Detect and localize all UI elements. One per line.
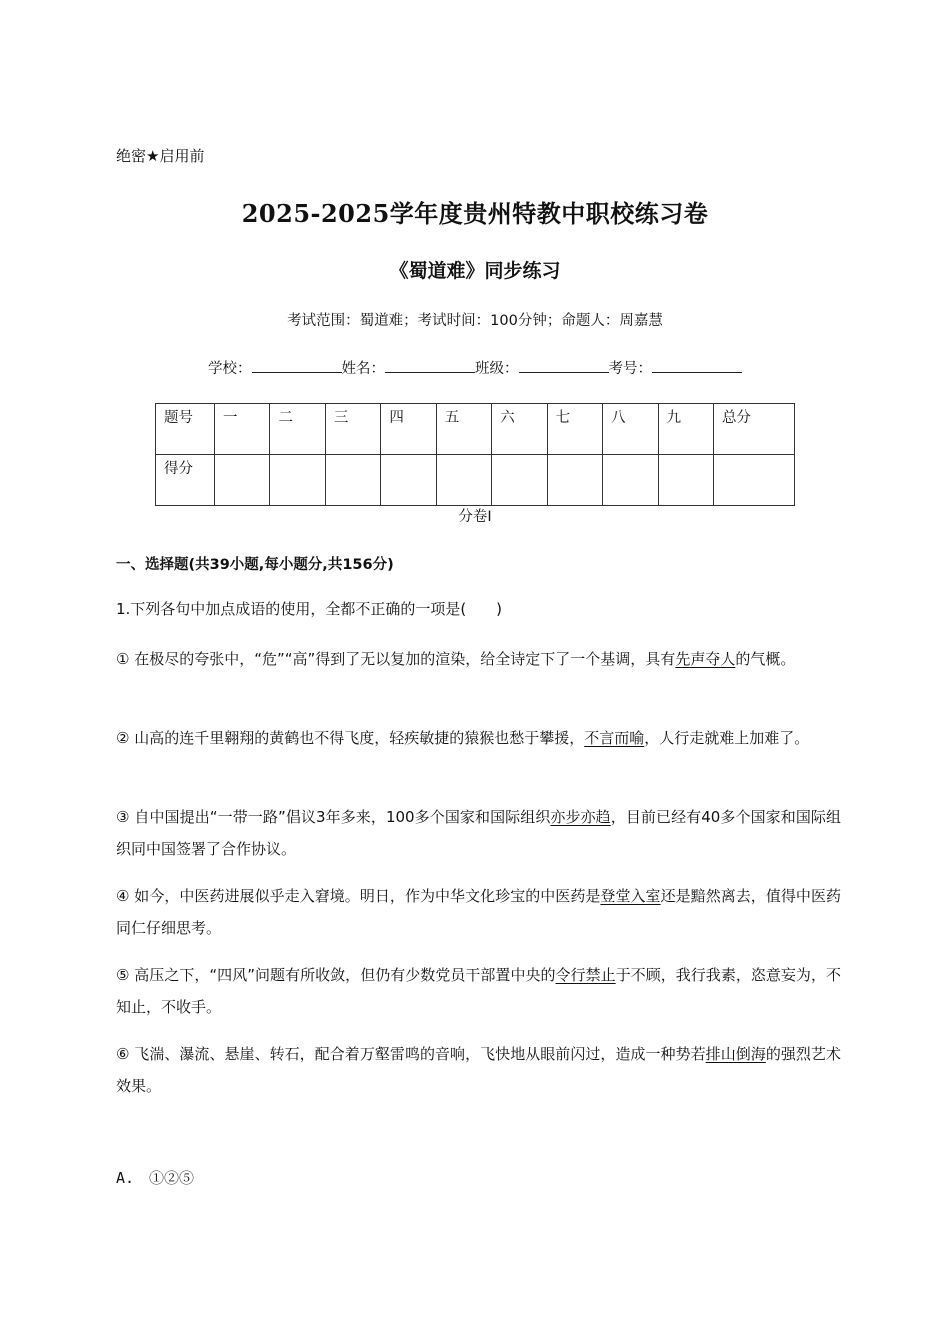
item-text: 于不顾，我行我素，恣意妄为，不知止，不收手。 bbox=[116, 966, 841, 1016]
header-cell: 七 bbox=[547, 404, 602, 455]
header-cell: 八 bbox=[603, 404, 658, 455]
score-cell[interactable] bbox=[270, 455, 325, 506]
header-cell: 总分 bbox=[713, 404, 794, 455]
name-blank[interactable] bbox=[385, 358, 475, 373]
score-table bbox=[155, 403, 795, 506]
question-item bbox=[116, 1038, 841, 1102]
number-blank[interactable] bbox=[652, 358, 742, 373]
item-text: ② 山高的连千里翱翔的黄鹤也不得飞度，轻疾敏捷的猿猴也愁于攀援， bbox=[116, 729, 585, 747]
score-cell[interactable] bbox=[713, 455, 794, 506]
school-blank[interactable] bbox=[252, 358, 342, 373]
paper-title: 2025-2025学年度贵州特教中职校练习卷 bbox=[241, 199, 709, 228]
number-label: 考号： bbox=[608, 361, 652, 377]
header-cell: 四 bbox=[381, 404, 436, 455]
class-blank[interactable] bbox=[519, 358, 609, 373]
paper-subtitle: 《蜀道难》同步练习 bbox=[389, 260, 561, 282]
header-cell: 六 bbox=[492, 404, 547, 455]
question-item bbox=[116, 880, 841, 944]
header-cell: 二 bbox=[270, 404, 325, 455]
question-stem: 1.下列各句中加点成语的使用，全都不正确的一项是( ) bbox=[116, 600, 503, 618]
underlined-idiom: 先声夺人 bbox=[675, 650, 736, 668]
item-text: 还是黯然离去，值得中医药同仁仔细思考。 bbox=[116, 887, 841, 937]
school-label: 学校： bbox=[208, 361, 252, 377]
class-label: 班级： bbox=[475, 361, 519, 377]
item-text: 的强烈艺术效果。 bbox=[116, 1045, 841, 1095]
student-info-fields bbox=[0, 357, 950, 378]
score-cell[interactable] bbox=[436, 455, 491, 506]
header-cell: 三 bbox=[325, 404, 380, 455]
question-item bbox=[116, 643, 841, 675]
score-cell[interactable] bbox=[603, 455, 658, 506]
section-heading: 一、选择题(共39小题,每小题分,共156分) bbox=[116, 557, 394, 573]
item-text: ，人行走就难上加难了。 bbox=[644, 729, 810, 747]
item-text: ③ 自中国提出“一带一路”倡议3年多来，100多个国家和国际组织 bbox=[116, 808, 551, 826]
score-cell[interactable] bbox=[547, 455, 602, 506]
underlined-idiom: 排山倒海 bbox=[705, 1045, 766, 1063]
underlined-idiom: 登堂入室 bbox=[600, 887, 661, 905]
item-text: ⑤ 高压之下，“四风”问题有所收敛，但仍有少数党员干部置中央的 bbox=[116, 966, 556, 984]
item-text: ① 在极尽的夸张中，“危”“高”得到了无以复加的渲染，给全诗定下了一个基调，具有 bbox=[116, 650, 676, 668]
exam-info: 考试范围：蜀道难；考试时间：100分钟；命题人：周嘉慧 bbox=[287, 313, 663, 329]
underlined-idiom: 不言而喻 bbox=[584, 729, 645, 747]
option-a[interactable]: A. ①②⑤ bbox=[116, 1169, 195, 1187]
header-cell: 题号 bbox=[156, 404, 215, 455]
score-cell[interactable] bbox=[381, 455, 436, 506]
item-text: 的气概。 bbox=[735, 650, 796, 668]
score-cell[interactable] bbox=[215, 455, 270, 506]
question-item bbox=[116, 959, 841, 1023]
header-cell: 九 bbox=[658, 404, 713, 455]
score-table-header-row bbox=[156, 404, 795, 455]
question-item bbox=[116, 801, 841, 865]
name-label: 姓名： bbox=[341, 361, 385, 377]
score-table-score-row bbox=[156, 455, 795, 506]
score-cell[interactable] bbox=[325, 455, 380, 506]
header-cell: 五 bbox=[436, 404, 491, 455]
item-text: ⑥ 飞湍、瀑流、悬崖、转石，配合着万壑雷鸣的音响，飞快地从眼前闪过，造成一种势若 bbox=[116, 1045, 706, 1063]
volume-label: 分卷I bbox=[458, 509, 492, 525]
item-text: ，目前已经有40多个国家和国际组织同中国签署了合作协议。 bbox=[116, 808, 841, 858]
item-text: ④ 如今，中医药进展似乎走入窘境。明日，作为中华文化珍宝的中医药是 bbox=[116, 887, 601, 905]
underlined-idiom: 亦步亦趋 bbox=[550, 808, 611, 826]
score-cell[interactable] bbox=[492, 455, 547, 506]
score-cell[interactable] bbox=[658, 455, 713, 506]
question-item bbox=[116, 722, 841, 754]
score-row-label: 得分 bbox=[156, 455, 215, 506]
underlined-idiom: 令行禁止 bbox=[555, 966, 616, 984]
header-cell: 一 bbox=[215, 404, 270, 455]
confidential-label: 绝密★启用前 bbox=[116, 147, 205, 165]
